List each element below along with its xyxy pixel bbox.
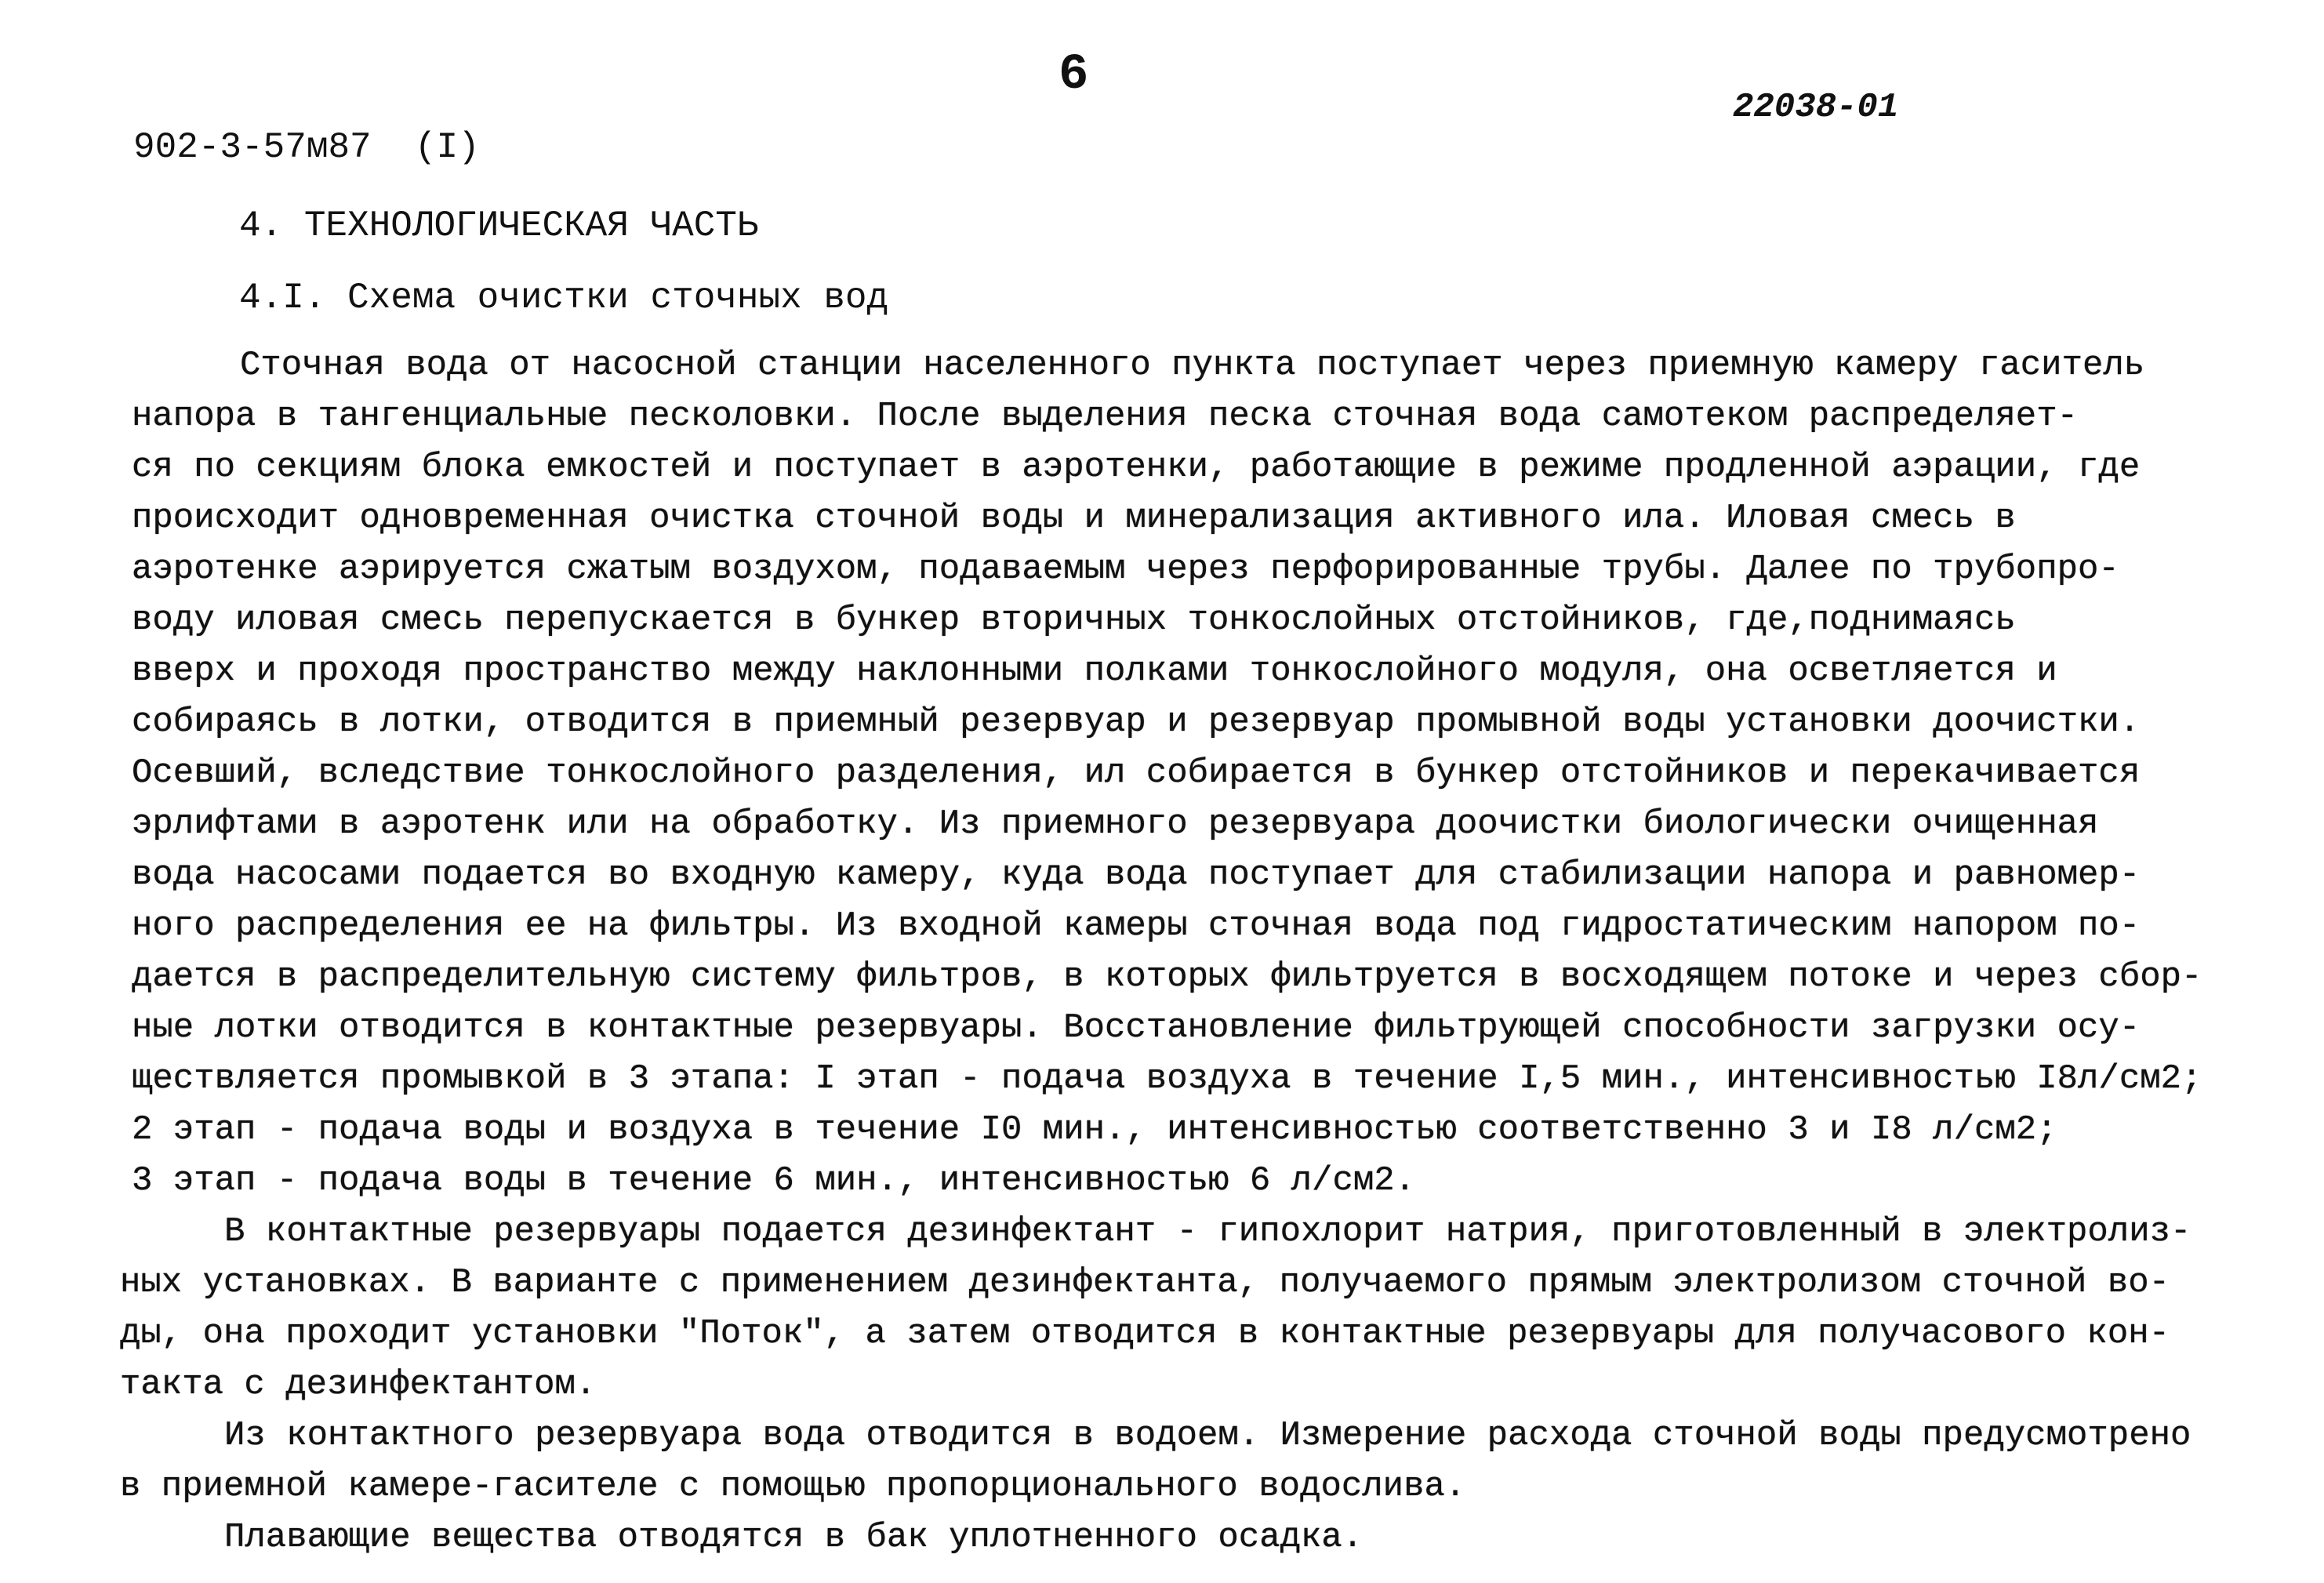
- section-title: 4. ТЕХНОЛОГИЧЕСКАЯ ЧАСТЬ: [239, 205, 759, 246]
- text-line: ных установках. В варианте с применением дезинфектанта, получаемого прямым электролизом сточной во-: [120, 1263, 2170, 1302]
- document-code: 902-3-57м87 (I): [133, 127, 480, 168]
- text-line: аэротенке аэрируется сжатым воздухом, подаваемым через перфорированные трубы. Далее по трубопро-: [132, 550, 2119, 589]
- text-line: ного распределения ее на фильтры. Из входной камеры сточная вода под гидростатическим напором по-: [132, 906, 2141, 946]
- text-line: происходит одновременная очистка сточной воды и минерализация активного ила. Иловая смесь в: [132, 499, 2016, 538]
- text-line: напора в тангенциальные песколовки. После выделения песка сточная вода самотеком распределяет-: [132, 397, 2079, 436]
- text-line: эрлифтами в аэротенк или на обработку. Из приемного резервуара доочистки биологически очищенная: [132, 804, 2099, 844]
- text-line: ные лотки отводится в контактные резервуары. Восстановление фильтрующей способности загрузки осу-: [132, 1008, 2141, 1047]
- text-line: 3 этап - подача воды в течение 6 мин., интенсивностью 6 л/см2.: [132, 1161, 1416, 1200]
- text-line: Плавающие вещества отводятся в бак уплотненного осадка.: [224, 1518, 1364, 1557]
- text-line: Осевший, вследствие тонкослойного разделения, ил собирается в бункер отстойников и перекачивается: [132, 753, 2141, 793]
- text-line: собираясь в лотки, отводится в приемный резервуар и резервуар промывной воды установки доочистки.: [132, 703, 2141, 742]
- text-line: ществляется промывкой в 3 этапа: I этап - подача воздуха в течение I,5 мин., интенсивностью I8л/см2;: [132, 1059, 2202, 1098]
- archive-code: 22038-01: [1733, 88, 1899, 127]
- paragraph: [0, 1207, 2324, 1411]
- paragraph: [0, 1411, 2324, 1512]
- text-line: ды, она проходит установки "Поток", а затем отводится в контактные резервуары для получасового кон-: [120, 1314, 2170, 1353]
- text-line: дается в распределительную систему фильтров, в которых фильтруется в восходящем потоке и через сбор-: [132, 957, 2202, 997]
- subsection-title: 4.I. Схема очистки сточных вод: [239, 278, 889, 318]
- text-line: Сточная вода от насосной станции населенного пункта поступает через приемную камеру гаситель: [240, 346, 2145, 385]
- text-line: вверх и проходя пространство между наклонными полками тонкослойного модуля, она осветляется и: [132, 652, 2057, 691]
- text-line: такта с дезинфектантом.: [120, 1365, 597, 1404]
- paragraph: [0, 340, 2324, 1207]
- text-line: в приемной камере-гасителе с помощью пропорционального водослива.: [120, 1467, 1466, 1506]
- text-line: воду иловая смесь перепускается в бункер вторичных тонкослойных отстойников, где,поднимаясь: [132, 601, 2016, 640]
- text-line: ся по секциям блока емкостей и поступает в аэротенки, работающие в режиме продленной аэрации, где: [132, 448, 2141, 487]
- page-number: 6: [1059, 47, 1089, 103]
- text-line: В контактные резервуары подается дезинфектант - гипохлорит натрия, приготовленный в электролиз-: [224, 1212, 2191, 1251]
- document-body: [0, 340, 2324, 1563]
- text-line: вода насосами подается во входную камеру, куда вода поступает для стабилизации напора и равномер-: [132, 855, 2141, 895]
- text-line: Из контактного резервуара вода отводится в водоем. Измерение расхода сточной воды предусмотрено: [224, 1416, 2191, 1455]
- paragraph: [0, 1512, 2324, 1563]
- text-line: 2 этап - подача воды и воздуха в течение I0 мин., интенсивностью соответственно 3 и I8 л/см2;: [132, 1110, 2057, 1149]
